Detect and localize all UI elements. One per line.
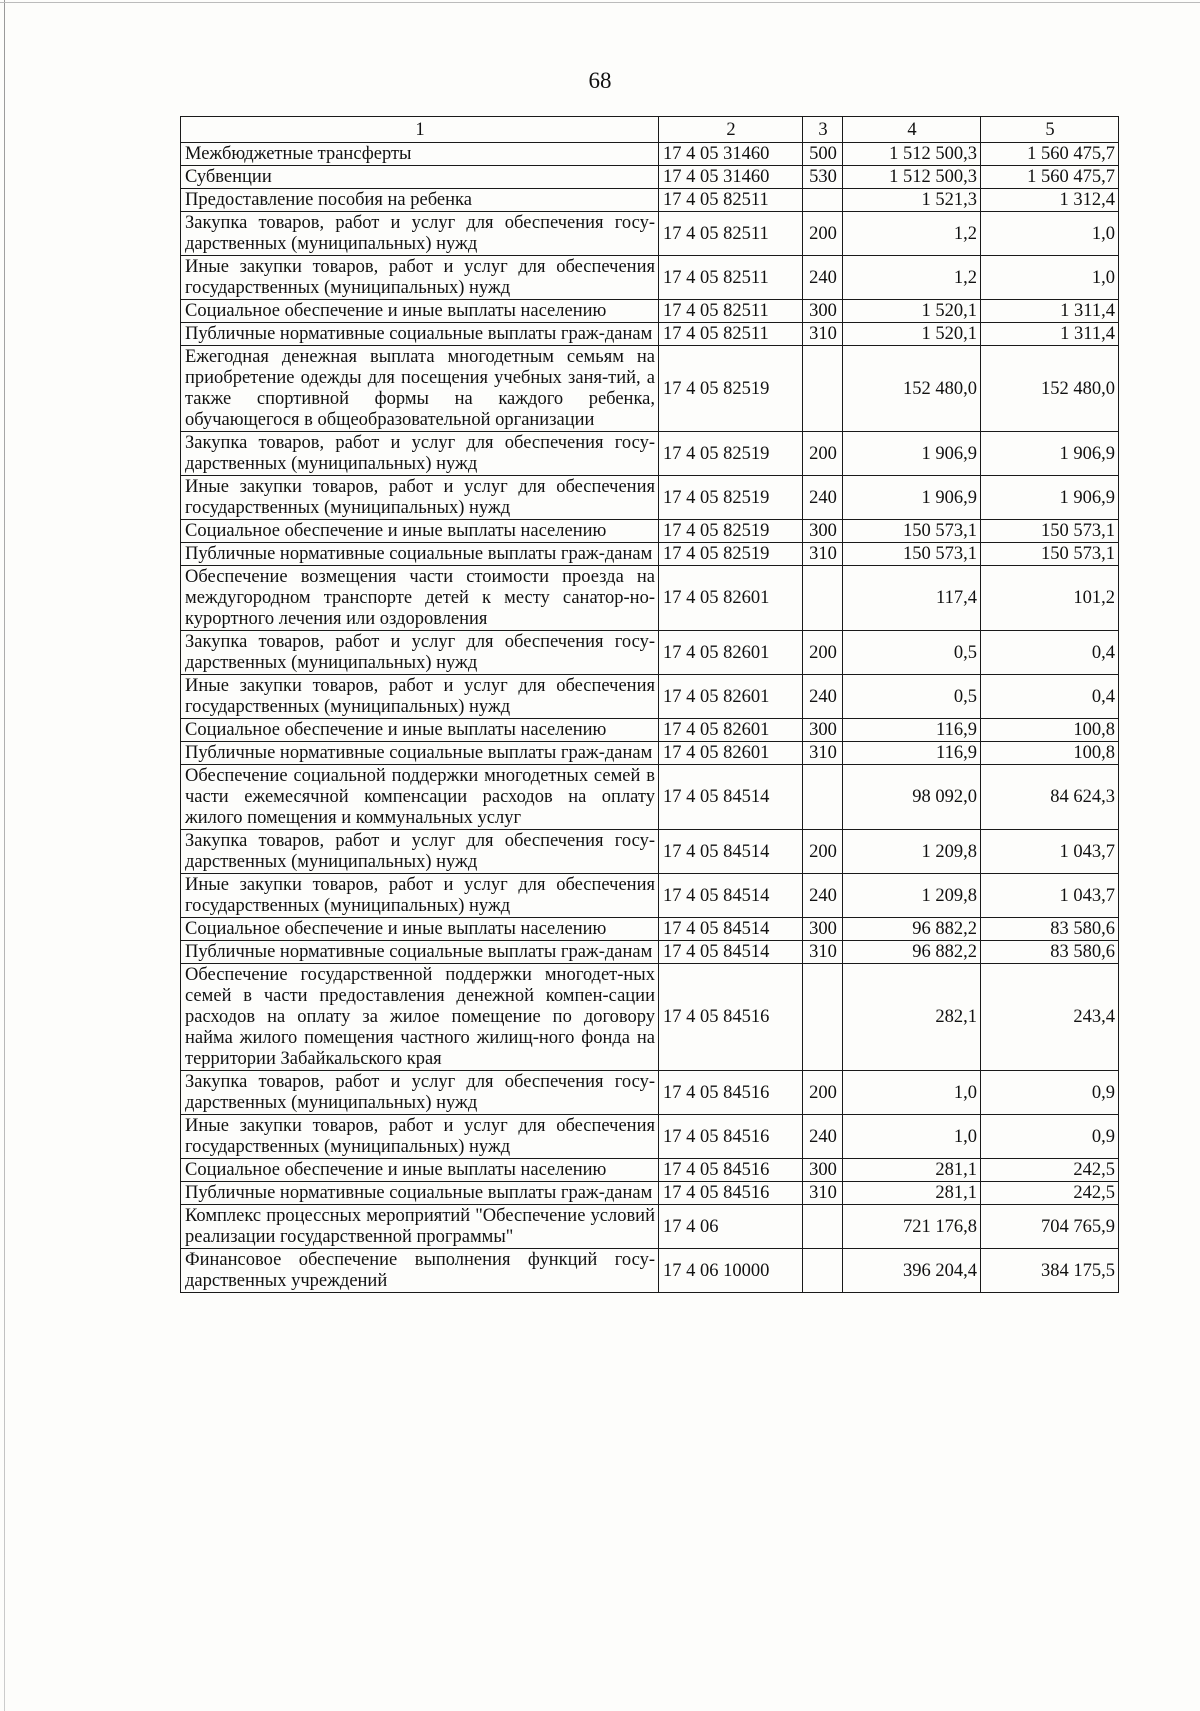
row-code: 17 4 05 84516 <box>659 964 803 1071</box>
row-value-year1: 281,1 <box>843 1159 981 1182</box>
row-value-year1: 1 520,1 <box>843 323 981 346</box>
row-expense-type: 530 <box>803 166 843 189</box>
column-header: 5 <box>981 117 1119 143</box>
row-value-year1: 282,1 <box>843 964 981 1071</box>
row-value-year1: 150 573,1 <box>843 520 981 543</box>
row-code: 17 4 05 84514 <box>659 918 803 941</box>
row-value-year2: 101,2 <box>981 566 1119 631</box>
table-row <box>181 300 1119 323</box>
row-name: Публичные нормативные социальные выплаты граж-данам <box>181 742 659 765</box>
row-expense-type: 200 <box>803 432 843 476</box>
row-name: Закупка товаров, работ и услуг для обеспечения госу-дарственных (муниципальных) нужд <box>181 631 659 675</box>
column-header: 3 <box>803 117 843 143</box>
row-expense-type: 310 <box>803 543 843 566</box>
row-code: 17 4 05 82511 <box>659 256 803 300</box>
row-expense-type: 200 <box>803 212 843 256</box>
row-value-year2: 0,9 <box>981 1115 1119 1159</box>
table-row <box>181 543 1119 566</box>
row-code: 17 4 05 82601 <box>659 631 803 675</box>
row-expense-type: 300 <box>803 520 843 543</box>
table-row <box>181 346 1119 432</box>
table-row <box>181 520 1119 543</box>
row-value-year2: 1 043,7 <box>981 874 1119 918</box>
row-value-year1: 116,9 <box>843 719 981 742</box>
row-name: Иные закупки товаров, работ и услуг для обеспечения государственных (муниципальных) нужд <box>181 675 659 719</box>
row-code: 17 4 05 82601 <box>659 719 803 742</box>
table-row <box>181 765 1119 830</box>
column-header: 1 <box>181 117 659 143</box>
row-expense-type <box>803 189 843 212</box>
row-expense-type: 310 <box>803 941 843 964</box>
row-expense-type: 240 <box>803 874 843 918</box>
table-row <box>181 189 1119 212</box>
row-value-year2: 1 560 475,7 <box>981 166 1119 189</box>
row-value-year2: 100,8 <box>981 742 1119 765</box>
row-code: 17 4 05 84514 <box>659 874 803 918</box>
row-value-year2: 1 312,4 <box>981 189 1119 212</box>
row-value-year1: 98 092,0 <box>843 765 981 830</box>
row-expense-type: 310 <box>803 323 843 346</box>
table-body <box>181 143 1119 1293</box>
table-row <box>181 566 1119 631</box>
table-row <box>181 256 1119 300</box>
row-expense-type: 200 <box>803 631 843 675</box>
table-row <box>181 874 1119 918</box>
row-value-year2: 1 311,4 <box>981 300 1119 323</box>
row-value-year1: 96 882,2 <box>843 918 981 941</box>
row-expense-type: 300 <box>803 719 843 742</box>
row-expense-type <box>803 346 843 432</box>
table-row <box>181 143 1119 166</box>
row-value-year1: 0,5 <box>843 675 981 719</box>
row-name: Обеспечение возмещения части стоимости проезда на междугородном транспорте детей к месту санатор-но-курортного лечения или оздоровления <box>181 566 659 631</box>
row-name: Социальное обеспечение и иные выплаты населению <box>181 918 659 941</box>
table-row <box>181 1205 1119 1249</box>
row-name: Закупка товаров, работ и услуг для обеспечения госу-дарственных (муниципальных) нужд <box>181 1071 659 1115</box>
row-expense-type <box>803 964 843 1071</box>
row-value-year1: 96 882,2 <box>843 941 981 964</box>
column-header: 2 <box>659 117 803 143</box>
row-value-year2: 84 624,3 <box>981 765 1119 830</box>
row-code: 17 4 05 84514 <box>659 941 803 964</box>
row-value-year2: 150 573,1 <box>981 543 1119 566</box>
row-expense-type <box>803 1205 843 1249</box>
row-value-year1: 1 906,9 <box>843 476 981 520</box>
row-code: 17 4 05 31460 <box>659 166 803 189</box>
header-row <box>181 117 1119 143</box>
row-value-year2: 83 580,6 <box>981 918 1119 941</box>
row-value-year2: 83 580,6 <box>981 941 1119 964</box>
table-row <box>181 964 1119 1071</box>
row-code: 17 4 06 10000 <box>659 1249 803 1293</box>
row-value-year1: 150 573,1 <box>843 543 981 566</box>
budget-table <box>180 116 1119 1293</box>
row-value-year2: 152 480,0 <box>981 346 1119 432</box>
row-code: 17 4 05 84514 <box>659 765 803 830</box>
row-value-year1: 1 209,8 <box>843 874 981 918</box>
row-name: Иные закупки товаров, работ и услуг для обеспечения государственных (муниципальных) нужд <box>181 476 659 520</box>
row-value-year2: 1 043,7 <box>981 830 1119 874</box>
row-code: 17 4 05 82511 <box>659 300 803 323</box>
table-row <box>181 1159 1119 1182</box>
table-row <box>181 1071 1119 1115</box>
row-value-year2: 1,0 <box>981 256 1119 300</box>
row-code: 17 4 05 82519 <box>659 520 803 543</box>
row-code: 17 4 05 82511 <box>659 323 803 346</box>
row-value-year1: 281,1 <box>843 1182 981 1205</box>
row-expense-type: 300 <box>803 918 843 941</box>
row-expense-type: 500 <box>803 143 843 166</box>
row-expense-type: 200 <box>803 1071 843 1115</box>
row-expense-type: 310 <box>803 742 843 765</box>
row-expense-type: 240 <box>803 256 843 300</box>
row-code: 17 4 05 82519 <box>659 476 803 520</box>
row-expense-type: 240 <box>803 675 843 719</box>
table-row <box>181 918 1119 941</box>
table-row <box>181 432 1119 476</box>
row-expense-type: 240 <box>803 1115 843 1159</box>
row-name: Публичные нормативные социальные выплаты граж-данам <box>181 1182 659 1205</box>
table-row <box>181 1115 1119 1159</box>
row-value-year2: 1,0 <box>981 212 1119 256</box>
row-name: Иные закупки товаров, работ и услуг для обеспечения государственных (муниципальных) нужд <box>181 1115 659 1159</box>
row-name: Публичные нормативные социальные выплаты граж-данам <box>181 543 659 566</box>
row-code: 17 4 05 82601 <box>659 742 803 765</box>
row-value-year2: 704 765,9 <box>981 1205 1119 1249</box>
row-code: 17 4 05 84516 <box>659 1182 803 1205</box>
row-value-year1: 721 176,8 <box>843 1205 981 1249</box>
row-expense-type <box>803 566 843 631</box>
row-name: Финансовое обеспечение выполнения функций госу-дарственных учреждений <box>181 1249 659 1293</box>
row-value-year1: 1,0 <box>843 1071 981 1115</box>
row-value-year2: 1 906,9 <box>981 476 1119 520</box>
table-row <box>181 166 1119 189</box>
row-expense-type: 200 <box>803 830 843 874</box>
row-code: 17 4 06 <box>659 1205 803 1249</box>
row-code: 17 4 05 82511 <box>659 189 803 212</box>
table-row <box>181 1182 1119 1205</box>
row-name: Публичные нормативные социальные выплаты граж-данам <box>181 941 659 964</box>
row-code: 17 4 05 82519 <box>659 432 803 476</box>
table-row <box>181 830 1119 874</box>
row-code: 17 4 05 84516 <box>659 1159 803 1182</box>
row-code: 17 4 05 82519 <box>659 543 803 566</box>
row-name: Социальное обеспечение и иные выплаты населению <box>181 300 659 323</box>
row-value-year2: 0,4 <box>981 675 1119 719</box>
row-name: Ежегодная денежная выплата многодетным семьям на приобретение одежды для посещения учебных заня-тий, а также спортивной формы на каждого ребенка, обучающегося в общеобразовательной организации <box>181 346 659 432</box>
row-name: Социальное обеспечение и иные выплаты населению <box>181 1159 659 1182</box>
row-name: Межбюджетные трансферты <box>181 143 659 166</box>
row-value-year1: 1,0 <box>843 1115 981 1159</box>
row-expense-type: 240 <box>803 476 843 520</box>
table-row <box>181 742 1119 765</box>
table-row <box>181 941 1119 964</box>
row-value-year1: 1,2 <box>843 256 981 300</box>
row-value-year1: 0,5 <box>843 631 981 675</box>
row-value-year2: 242,5 <box>981 1159 1119 1182</box>
row-value-year1: 1 209,8 <box>843 830 981 874</box>
scan-edge-left <box>4 0 5 1711</box>
row-value-year1: 116,9 <box>843 742 981 765</box>
row-code: 17 4 05 31460 <box>659 143 803 166</box>
row-value-year1: 1 512 500,3 <box>843 143 981 166</box>
table-row <box>181 476 1119 520</box>
row-name: Иные закупки товаров, работ и услуг для обеспечения государственных (муниципальных) нужд <box>181 256 659 300</box>
scan-edge-top <box>0 2 1200 3</box>
row-value-year1: 152 480,0 <box>843 346 981 432</box>
row-value-year2: 0,9 <box>981 1071 1119 1115</box>
row-name: Публичные нормативные социальные выплаты граж-данам <box>181 323 659 346</box>
row-value-year2: 1 906,9 <box>981 432 1119 476</box>
table-row <box>181 675 1119 719</box>
row-expense-type: 300 <box>803 300 843 323</box>
row-name: Закупка товаров, работ и услуг для обеспечения госу-дарственных (муниципальных) нужд <box>181 212 659 256</box>
table-row <box>181 1249 1119 1293</box>
row-value-year2: 242,5 <box>981 1182 1119 1205</box>
row-expense-type: 300 <box>803 1159 843 1182</box>
row-code: 17 4 05 82511 <box>659 212 803 256</box>
row-code: 17 4 05 82519 <box>659 346 803 432</box>
row-value-year2: 384 175,5 <box>981 1249 1119 1293</box>
row-code: 17 4 05 84516 <box>659 1071 803 1115</box>
row-value-year1: 117,4 <box>843 566 981 631</box>
row-value-year1: 1,2 <box>843 212 981 256</box>
row-value-year1: 1 520,1 <box>843 300 981 323</box>
table-row <box>181 323 1119 346</box>
page-number: 68 <box>588 68 612 93</box>
row-name: Социальное обеспечение и иные выплаты населению <box>181 719 659 742</box>
row-name: Социальное обеспечение и иные выплаты населению <box>181 520 659 543</box>
row-value-year1: 396 204,4 <box>843 1249 981 1293</box>
row-value-year1: 1 512 500,3 <box>843 166 981 189</box>
row-expense-type: 310 <box>803 1182 843 1205</box>
table-row <box>181 631 1119 675</box>
row-value-year2: 150 573,1 <box>981 520 1119 543</box>
row-value-year1: 1 906,9 <box>843 432 981 476</box>
row-value-year1: 1 521,3 <box>843 189 981 212</box>
table-row <box>181 212 1119 256</box>
row-name: Иные закупки товаров, работ и услуг для обеспечения государственных (муниципальных) нужд <box>181 874 659 918</box>
row-name: Обеспечение государственной поддержки многодет-ных семей в части предоставления денежной компен-сации расходов на оплату за жилое помещение по договору найма жилого помещения частного жилищ-ного фонда на территории Забайкальского края <box>181 964 659 1071</box>
row-name: Предоставление пособия на ребенка <box>181 189 659 212</box>
row-expense-type <box>803 1249 843 1293</box>
row-name: Обеспечение социальной поддержки многодетных семей в части ежемесячной компенсации расходов на оплату жилого помещения и коммунальных услуг <box>181 765 659 830</box>
row-value-year2: 0,4 <box>981 631 1119 675</box>
row-value-year2: 243,4 <box>981 964 1119 1071</box>
table-row <box>181 719 1119 742</box>
row-code: 17 4 05 82601 <box>659 675 803 719</box>
row-expense-type <box>803 765 843 830</box>
row-value-year2: 1 560 475,7 <box>981 143 1119 166</box>
column-header: 4 <box>843 117 981 143</box>
row-code: 17 4 05 84514 <box>659 830 803 874</box>
row-name: Закупка товаров, работ и услуг для обеспечения госу-дарственных (муниципальных) нужд <box>181 432 659 476</box>
row-code: 17 4 05 84516 <box>659 1115 803 1159</box>
row-code: 17 4 05 82601 <box>659 566 803 631</box>
row-name: Субвенции <box>181 166 659 189</box>
row-value-year2: 1 311,4 <box>981 323 1119 346</box>
row-name: Закупка товаров, работ и услуг для обеспечения госу-дарственных (муниципальных) нужд <box>181 830 659 874</box>
row-value-year2: 100,8 <box>981 719 1119 742</box>
row-name: Комплекс процессных мероприятий "Обеспечение условий реализации государственной программы" <box>181 1205 659 1249</box>
